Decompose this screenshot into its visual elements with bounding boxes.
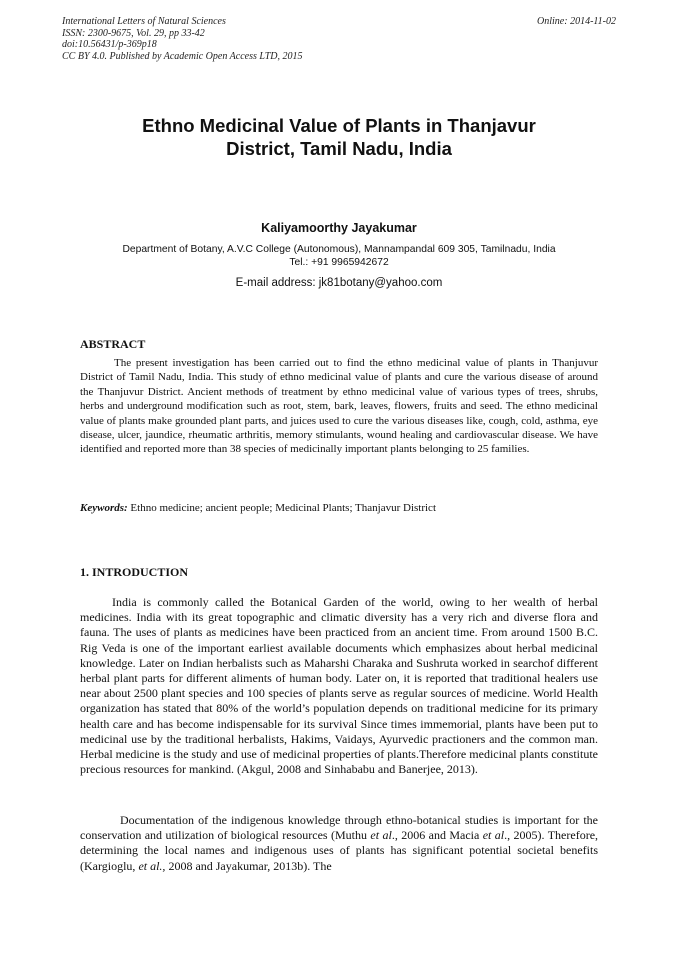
paper-title bbox=[80, 114, 598, 160]
introduction-heading: 1. INTRODUCTION bbox=[80, 565, 189, 579]
title-line-2: District, Tamil Nadu, India bbox=[226, 138, 452, 159]
author-email[interactable]: E-mail address: jk81botany@yahoo.com bbox=[235, 277, 443, 289]
abstract-text: The present investigation has been carried out to find the ethno medicinal value of plants in Thanjuvur District of Tamil Nadu, India. This study of ethno medicinal value of plants and cure the various disease of around the Thanjuvur District. Ancient methods of treatment by ethno medicinal value of various types of trees, shrubs, herbs and underground modification such as root, stem, bark, leaves, flowers, fruits and seed. The ethno medicinal value of plants make grounded plant parts, and juices used to cure the various diseases like, cough, cold, asthma, eye disease, ulcer, jaundice, rheumatic arthritis, memory stimulants, wound healing and cardiovascular disease. We have identified and reported more than 38 species of medicinally important plants belonging to 25 families. bbox=[80, 357, 598, 456]
online-date: Online: 2014-11-02 bbox=[537, 16, 616, 27]
keywords-text: Ethno medicine; ancient people; Medicinal Plants; Thanjavur District bbox=[127, 502, 436, 514]
keywords-line bbox=[80, 502, 598, 514]
author-name: Kaliyamoorthy Jayakumar bbox=[261, 221, 417, 235]
author-affiliation bbox=[70, 244, 608, 269]
journal-license: CC BY 4.0. Published by Academic Open Access LTD, 2015 bbox=[62, 50, 303, 62]
author-department: Department of Botany, A.V.C College (Autonomous), Mannampandal 609 305, Tamilnadu, India bbox=[122, 244, 556, 255]
author-tel: Tel.: +91 9965942672 bbox=[289, 256, 389, 268]
keywords-label: Keywords: bbox=[80, 502, 128, 514]
title-line-1: Ethno Medicinal Value of Plants in Thanjavur bbox=[142, 115, 536, 136]
journal-doi[interactable]: doi:10.56431/p-369p18 bbox=[62, 39, 157, 50]
journal-header bbox=[62, 16, 303, 62]
journal-issn: ISSN: 2300-9675, Vol. 29, pp 33-42 bbox=[62, 27, 205, 39]
introduction-paragraph-1: India is commonly called the Botanical Garden of the world, owing to her wealth of herbal medicines. India with its great topographic and climatic diversity has a very rich and diverse flora and fauna. The uses of plants as medicines have been practiced from an ancient time. From around 1500 B.C. Rig Veda is one of the important earliest available documents which emphasizes about herbal medicinal knowledge. Later on Indian herbalists such as Maharshi Charaka and Sushruta worked in searchof different herbal plant parts for different aliments of human body. Later on, it is reported that traditional healers use near about 2500 plant species and 100 species of plants serve as regular sources of medicine. World Health organization has stated that 80% of the world’s population depends on traditional medicine for its primary health care and has become indispensable for its survival Since times immemorial, plants have been put to medicinal use by the traditional herbalists, Hakims, Vaidays, Ayurvedic practioners and the common man. Herbal medicine is the study and use of medicinal properties of plants.Therefore medicinal plants constitute precious resources for mankind. (Akgul, 2008 and Sinhababu and Banerjee, 2013). bbox=[80, 595, 598, 777]
journal-name: International Letters of Natural Sciences bbox=[62, 16, 226, 27]
abstract-heading: ABSTRACT bbox=[80, 337, 146, 351]
introduction-paragraph-2: Documentation of the indigenous knowledge through ethno-botanical studies is important for the conservation and utilization of biological resources (Muthu et al., 2006 and Macia et al., 2005). Therefore, determining the local names and indigenous uses of plants has significant potential societal benefits (Kargioglu, et al., 2008 and Jayakumar, 2013b). The bbox=[80, 813, 599, 873]
